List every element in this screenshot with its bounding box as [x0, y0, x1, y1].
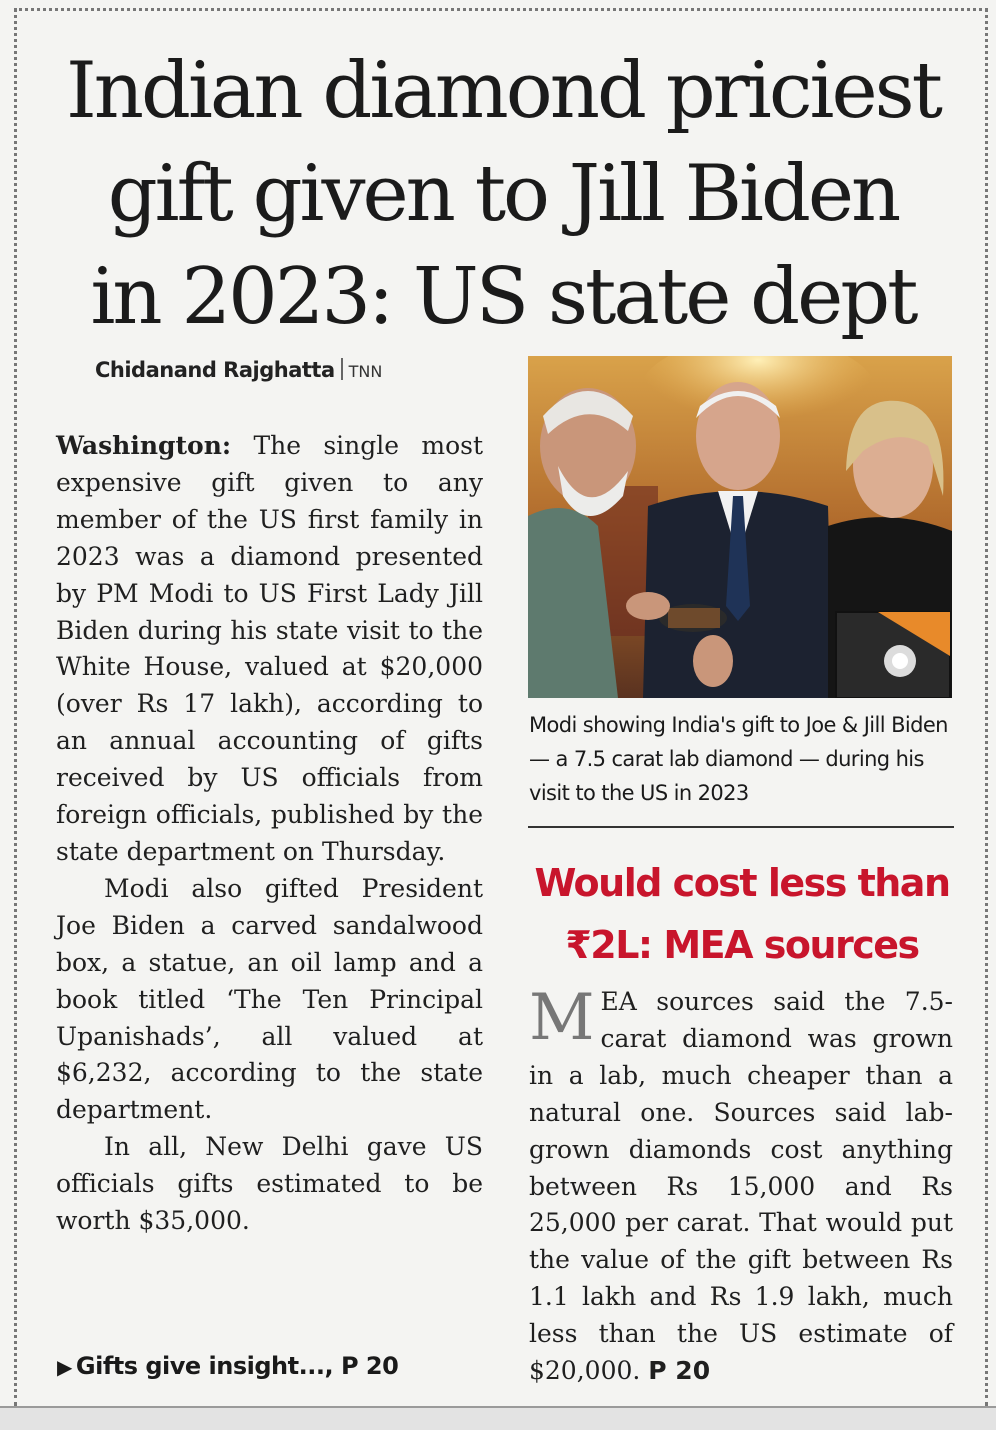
drop-cap: M	[529, 981, 595, 1055]
news-photo	[528, 356, 952, 698]
byline	[95, 358, 382, 382]
agency-name: TNN	[348, 362, 383, 381]
author-name: Chidanand Rajghatta	[95, 358, 335, 382]
article-paragraph-2: Modi also gifted President Joe Biden a carved sandalwood box, a statue, an oil lamp and a book titled ‘The Ten Principal Upanishads’, all valued at $6,232, according to the state department.	[56, 873, 483, 1125]
byline-separator	[341, 358, 343, 380]
border-top-dotted	[14, 8, 988, 11]
sidebar-headline-line-1: Would cost less than	[534, 861, 950, 905]
main-headline	[48, 40, 958, 349]
headline-line-1: Indian diamond priciest	[65, 46, 941, 136]
article-paragraph-1	[56, 428, 483, 871]
photo-illustration	[528, 356, 952, 698]
sidebar-headline	[526, 852, 958, 976]
headline-line-2: gift given to Jill Biden	[107, 149, 899, 239]
sidebar-headline-line-2: ₹2L: MEA sources	[565, 923, 919, 967]
bottom-bar	[0, 1406, 996, 1430]
continuation-text: Gifts give insight..., P 20	[75, 1352, 399, 1380]
sidebar-paragraph	[529, 981, 953, 1390]
paragraph-1-text: The single most expensive gift given to any member of the US first family in 2023 was a diamond presented by PM Modi to US First Lady Jill Biden during his state visit to the White House, valued at $20,000 (over Rs 17 lakh), according to an annual accounting of gifts received by US officials from foreign officials, published by the state department on Thursday.	[56, 431, 483, 866]
sidebar-page-ref[interactable]: P 20	[648, 1356, 711, 1386]
photo-caption: Modi showing India's gift to Joe & Jill Biden — a 7.5 carat lab diamond — during his visit to the US in 2023	[529, 713, 948, 805]
sidebar-body	[529, 981, 953, 1390]
dateline: Washington:	[56, 431, 232, 460]
continuation-link[interactable]	[57, 1352, 398, 1380]
article-paragraph-3: In all, New Delhi gave US officials gifts estimated to be worth $35,000.	[56, 1132, 483, 1236]
border-right-dotted	[985, 8, 988, 1406]
caption-divider	[528, 826, 954, 828]
sidebar-text: EA sources said the 7.5-carat diamond was grown in a lab, much cheaper than a natural one. Sources said lab-grown diamonds cost anything between Rs 15,000 and Rs 25,000 per carat. That would put the value of the gift between Rs 1.1 lakh and Rs 1.9 lakh, much less than the US estimate of $20,000.	[529, 987, 953, 1386]
main-article-body	[56, 428, 483, 1240]
triangle-right-icon: ▶	[57, 1355, 72, 1379]
border-left-dotted	[14, 8, 17, 1406]
headline-line-3: in 2023: US state dept	[90, 252, 916, 342]
